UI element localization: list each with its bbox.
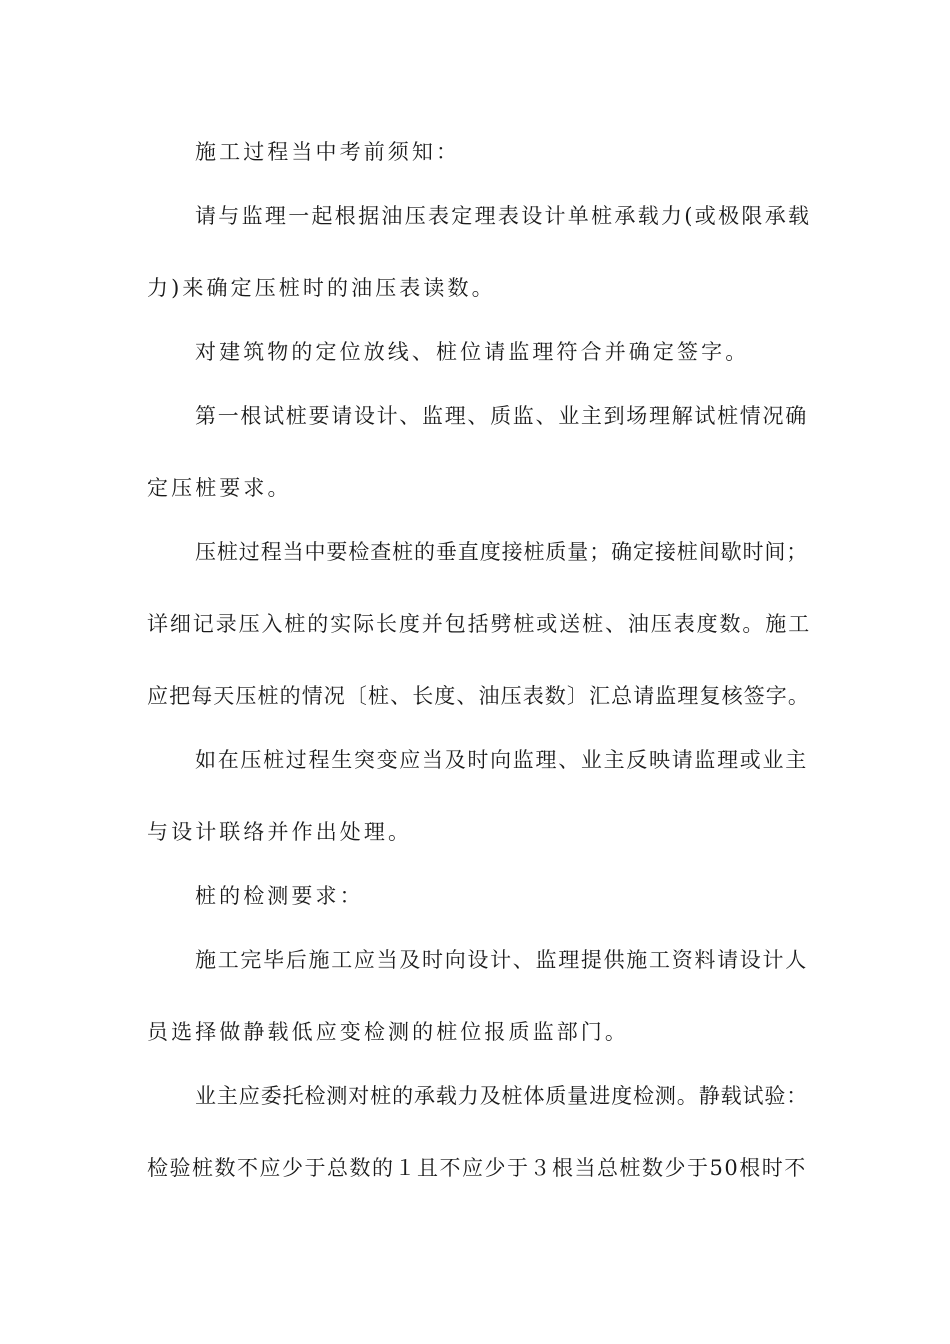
paragraph-line: 详细记录压入桩的实际长度并包括劈桩或送桩、油压表度数。施工 xyxy=(147,612,812,636)
heading-pile-testing: 桩的检测要求： xyxy=(195,884,364,908)
paragraph-line: 第一根试桩要请设计、监理、质监、业主到场理解试桩情况确 xyxy=(195,404,808,428)
paragraph-line: 与设计联络并作出处理。 xyxy=(147,820,413,844)
paragraph-line: 如在压桩过程生突变应当及时向监理、业主反映请监理或业主 xyxy=(195,748,808,772)
paragraph-line: 压桩过程当中要检查桩的垂直度接桩质量；确定接桩间歇时间； xyxy=(195,540,809,564)
paragraph-line: 检验桩数不应少于总数的１且不应少于３根当总桩数少于50根时不 xyxy=(147,1156,807,1180)
paragraph-line: 力)来确定压桩时的油压表读数。 xyxy=(147,276,496,300)
heading-construction-notes: 施工过程当中考前须知： xyxy=(195,140,461,164)
paragraph-line: 请与监理一起根据油压表定理表设计单桩承载力(或极限承载 xyxy=(195,204,812,228)
paragraph-line: 业主应委托检测对桩的承载力及桩体质量进度检测。静载试验： xyxy=(195,1084,809,1108)
paragraph-line: 对建筑物的定位放线、桩位请监理符合并确定签字。 xyxy=(195,340,750,364)
paragraph-line: 员选择做静载低应变检测的桩位报质监部门。 xyxy=(147,1020,629,1044)
paragraph-line: 施工完毕后施工应当及时向设计、监理提供施工资料请设计人 xyxy=(195,948,808,972)
paragraph-line: 定压桩要求。 xyxy=(147,476,292,500)
paragraph-line: 应把每天压桩的情况〔桩、长度、油压表数〕汇总请监理复核签字。 xyxy=(147,684,810,708)
